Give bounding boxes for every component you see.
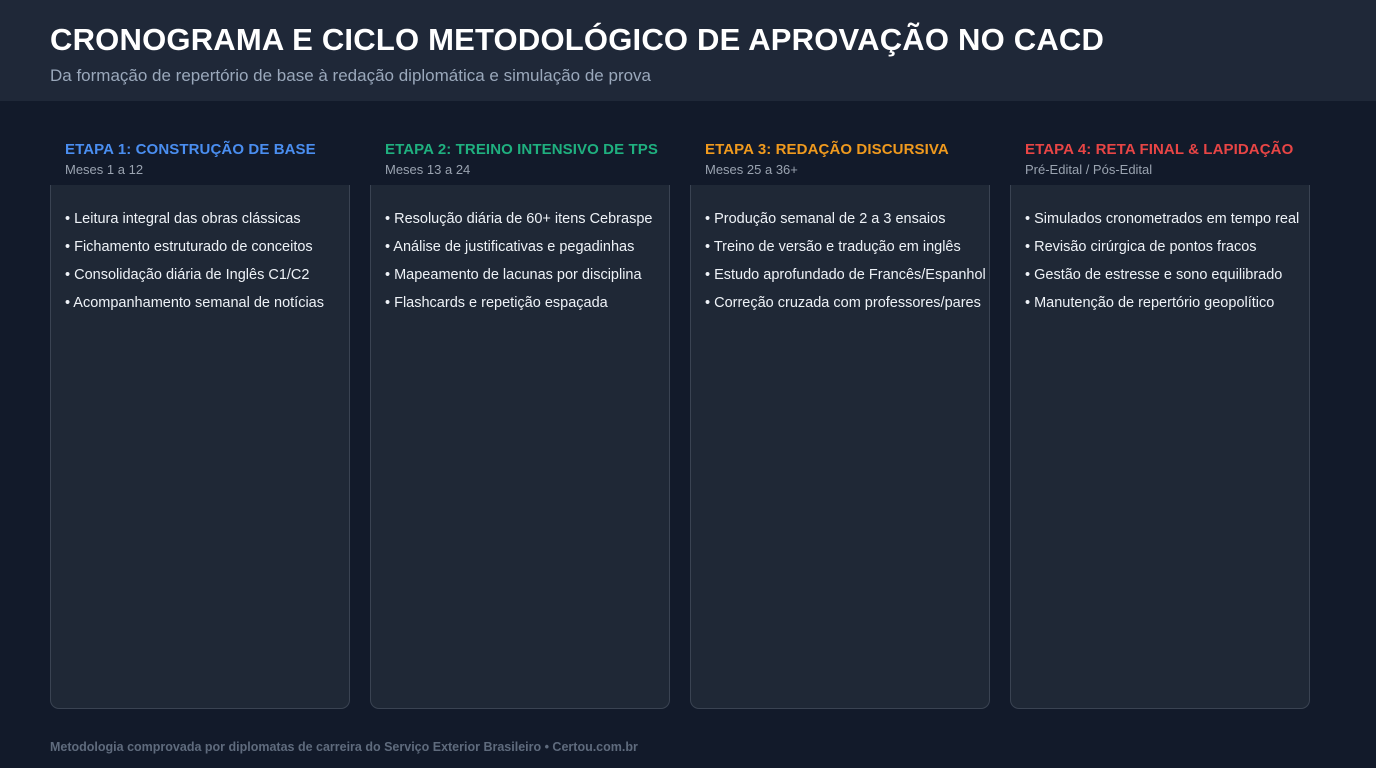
stage-period: Meses 1 a 12 (65, 162, 144, 177)
stage-card (1010, 185, 1310, 709)
stage-item-list (65, 209, 324, 321)
page-title: CRONOGRAMA E CICLO METODOLÓGICO DE APROVAÇÃO NO CACD (50, 22, 1105, 57)
list-item: • Mapeamento de lacunas por disciplina (385, 267, 642, 283)
stage-item-list (385, 209, 652, 321)
list-item: • Revisão cirúrgica de pontos fracos (1025, 239, 1257, 255)
stage-title: ETAPA 4: RETA FINAL & LAPIDAÇÃO (1025, 141, 1294, 158)
stage-period: Meses 25 a 36+ (705, 162, 798, 177)
list-item: • Simulados cronometrados em tempo real (1025, 211, 1300, 227)
list-item: • Manutenção de repertório geopolítico (1025, 295, 1275, 311)
header (0, 0, 1376, 101)
stage-title: ETAPA 3: REDAÇÃO DISCURSIVA (705, 141, 949, 158)
stage-card (690, 185, 990, 709)
list-item: • Resolução diária de 60+ itens Cebraspe (385, 211, 653, 227)
stage-period: Pré-Edital / Pós-Edital (1025, 162, 1153, 177)
list-item: • Gestão de estresse e sono equilibrado (1025, 267, 1283, 283)
list-item: • Produção semanal de 2 a 3 ensaios (705, 211, 946, 227)
list-item: • Leitura integral das obras clássicas (65, 211, 301, 227)
stage-title: ETAPA 1: CONSTRUÇÃO DE BASE (65, 141, 316, 158)
list-item: • Fichamento estruturado de conceitos (65, 239, 313, 255)
list-item: • Acompanhamento semanal de notícias (65, 295, 324, 311)
footer-note: Metodologia comprovada por diplomatas de carreira do Serviço Exterior Brasileiro • Certou.com.br (50, 740, 638, 754)
stage-period: Meses 13 a 24 (385, 162, 471, 177)
list-item: • Consolidação diária de Inglês C1/C2 (65, 267, 310, 283)
stage-item-list (705, 209, 986, 321)
list-item: • Flashcards e repetição espaçada (385, 295, 608, 311)
list-item: • Análise de justificativas e pegadinhas (385, 239, 635, 255)
stage-card (370, 185, 670, 709)
list-item: • Treino de versão e tradução em inglês (705, 239, 961, 255)
stage-title: ETAPA 2: TREINO INTENSIVO DE TPS (385, 141, 658, 158)
list-item: • Correção cruzada com professores/pares (705, 295, 981, 311)
stage-item-list (1025, 209, 1299, 321)
stage-card (50, 185, 350, 709)
page-subtitle: Da formação de repertório de base à redação diplomática e simulação de prova (50, 66, 652, 85)
list-item: • Estudo aprofundado de Francês/Espanhol (705, 267, 986, 283)
